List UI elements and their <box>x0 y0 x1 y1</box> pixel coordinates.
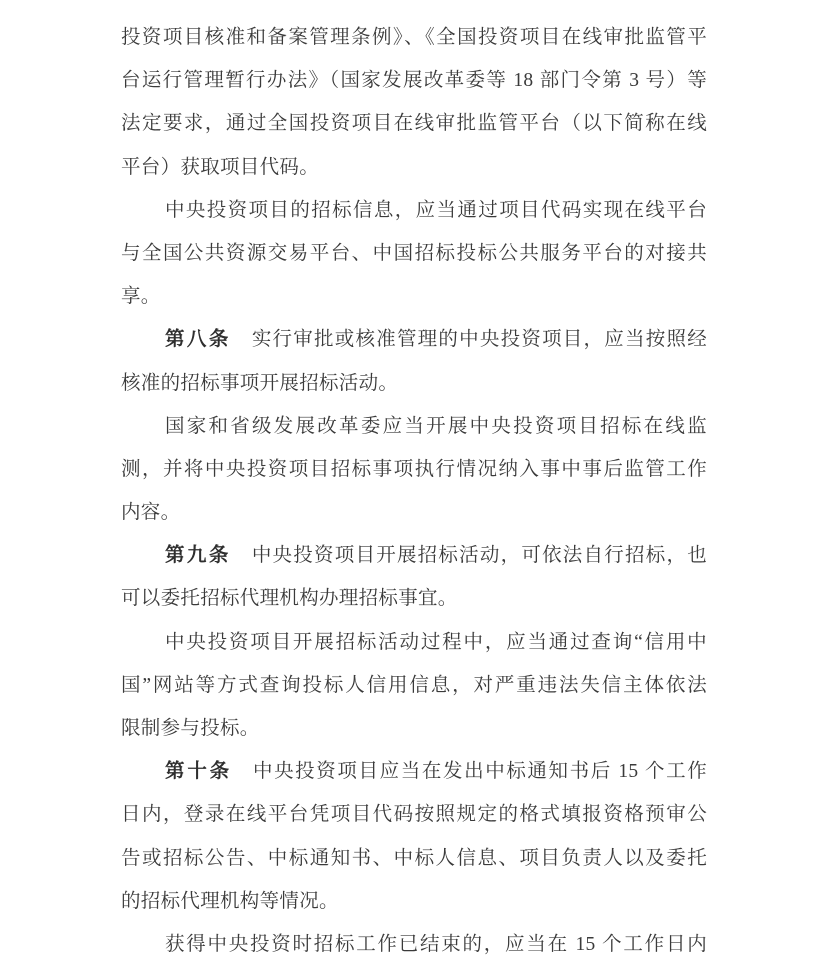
line-text: 中央投资项目应当在发出中标通知书后 15 个工作 <box>252 761 707 783</box>
line-text: 告或招标公告、中标通知书、中标人信息、项目负责人以及委托 <box>121 847 707 869</box>
doc-line <box>121 232 707 275</box>
doc-line-article-9 <box>121 534 707 577</box>
line-text: 国”网站等方式查询投标人信用信息，对严重违法失信主体依法 <box>121 674 707 696</box>
doc-line <box>121 664 707 707</box>
line-text: 中央投资项目的招标信息，应当通过项目代码实现在线平台 <box>165 199 707 221</box>
line-text: 投资项目核准和备案管理条例》、《全国投资项目在线审批监管平 <box>121 27 707 48</box>
doc-line <box>121 880 707 923</box>
article-number-heading: 第十条 <box>165 760 232 783</box>
doc-line <box>121 275 707 318</box>
line-text: 的招标代理机构等情况。 <box>121 890 339 912</box>
doc-line <box>121 16 707 59</box>
doc-line <box>121 405 707 448</box>
line-text: 中央投资项目开展招标活动过程中，应当通过查询“信用中 <box>165 631 707 653</box>
doc-line <box>121 793 707 836</box>
line-text: 国家和省级发展改革委应当开展中央投资项目招标在线监 <box>165 415 707 437</box>
doc-line <box>121 923 707 966</box>
doc-line <box>121 621 707 664</box>
doc-line-article-10 <box>121 750 707 793</box>
doc-line <box>121 59 707 102</box>
line-text: 与全国公共资源交易平台、中国招标投标公共服务平台的对接共 <box>121 242 707 264</box>
line-text: 日内，登录在线平台凭项目代码按照规定的格式填报资格预审公 <box>121 804 707 826</box>
doc-line <box>121 189 707 232</box>
doc-line <box>121 362 707 405</box>
line-text: 享。 <box>121 286 161 308</box>
doc-line <box>121 837 707 880</box>
line-text: 限制参与投标。 <box>121 718 260 739</box>
text-block <box>121 16 707 966</box>
line-text: 可以委托招标代理机构办理招标事宜。 <box>121 588 458 610</box>
line-text: 测，并将中央投资项目招标事项执行情况纳入事中事后监管工作 <box>121 458 707 480</box>
doc-line <box>121 491 707 534</box>
line-text: 内容。 <box>121 502 181 524</box>
line-text: 法定要求，通过全国投资项目在线审批监管平台（以下简称在线 <box>121 113 707 135</box>
article-number-heading: 第八条 <box>165 328 231 351</box>
doc-line <box>121 146 707 189</box>
doc-line <box>121 707 707 750</box>
line-text: 核准的招标事项开展招标活动。 <box>121 372 399 394</box>
line-text: 平台）获取项目代码。 <box>121 156 320 178</box>
doc-line <box>121 577 707 620</box>
line-text: 获得中央投资时招标工作已结束的，应当在 15 个工作日内 <box>165 933 707 955</box>
line-text: 实行审批或核准管理的中央投资项目，应当按照经 <box>251 329 707 351</box>
doc-line <box>121 448 707 491</box>
line-text: 中央投资项目开展招标活动，可依法自行招标，也 <box>251 545 707 567</box>
doc-line <box>121 102 707 145</box>
doc-line-article-8 <box>121 318 707 361</box>
line-text: 台运行管理暂行办法》（国家发展改革委等 18 部门令第 3 号）等 <box>121 70 707 92</box>
article-number-heading: 第九条 <box>165 544 231 567</box>
